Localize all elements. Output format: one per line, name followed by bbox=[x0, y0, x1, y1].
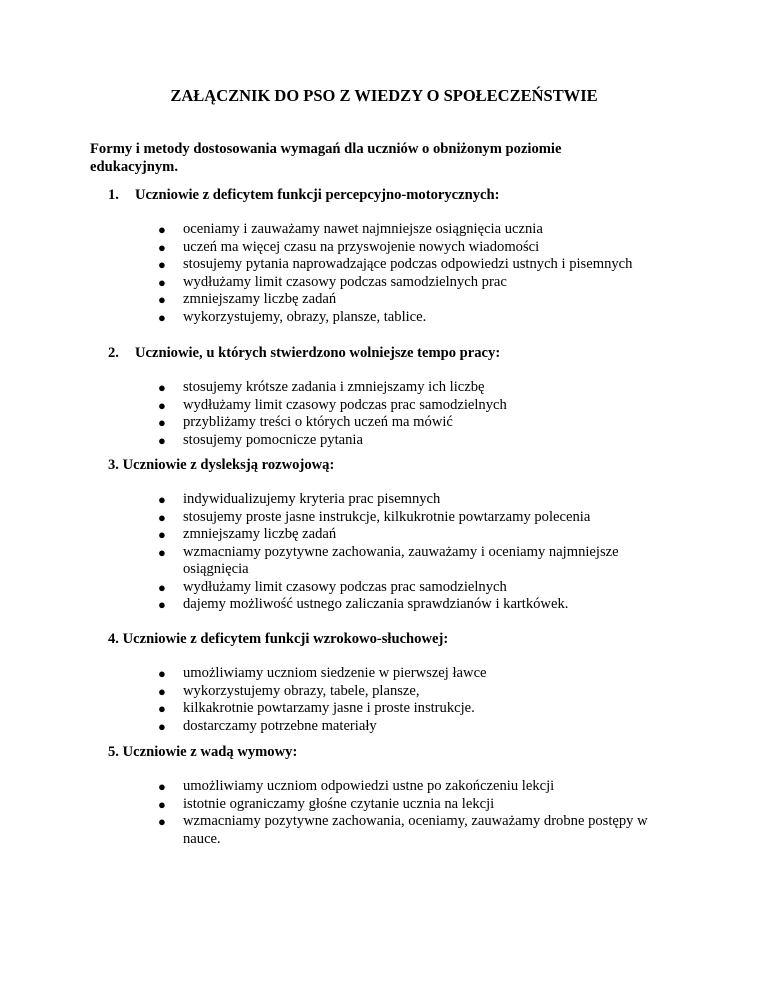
bullet-icon: ● bbox=[158, 292, 166, 307]
section-heading-text: Uczniowie, u których stwierdzono wolniejsze tempo pracy: bbox=[135, 345, 501, 361]
bullet-icon: ● bbox=[158, 380, 166, 395]
bullet-icon: ● bbox=[158, 527, 166, 542]
section-heading bbox=[108, 631, 448, 649]
list-item-text: zmniejszamy liczbę zadań bbox=[183, 291, 337, 307]
bullet-icon: ● bbox=[158, 239, 166, 255]
list-item-text: oceniamy i zauważamy nawet najmniejsze osiągnięcia ucznia bbox=[183, 221, 543, 237]
section-heading-text: Uczniowie z deficytem funkcji wzrokowo-słuchowej: bbox=[122, 631, 449, 647]
list-item-text: umożliwiamy uczniom siedzenie w pierwszej ławce bbox=[183, 665, 487, 681]
list-item-text: wydłużamy limit czasowy podczas prac samodzielnych bbox=[183, 396, 507, 413]
list-item bbox=[0, 509, 673, 527]
list-item bbox=[0, 397, 673, 415]
list-item-text: stosujemy pomocnicze pytania bbox=[183, 431, 363, 448]
bullet-icon: ● bbox=[158, 597, 166, 612]
bullet-icon: ● bbox=[158, 796, 166, 812]
list-item bbox=[0, 432, 673, 450]
section-number: 5. bbox=[108, 744, 119, 760]
list-item bbox=[0, 491, 673, 509]
list-item bbox=[0, 379, 673, 397]
list-item-text: wzmacniamy pozytywne zachowania, zauważamy i oceniamy najmniejsze osiągnięcia bbox=[183, 543, 619, 577]
list-item bbox=[0, 291, 673, 309]
section-number: 2. bbox=[108, 345, 119, 361]
list-item-text: uczeń ma więcej czasu na przyswojenie nowych wiadomości bbox=[183, 238, 540, 255]
section-heading-text: Uczniowie z deficytem funkcji percepcyjno-motorycznych: bbox=[135, 187, 500, 203]
list-item bbox=[0, 596, 673, 614]
list-item bbox=[0, 683, 673, 701]
bullet-icon: ● bbox=[158, 683, 166, 699]
section-heading bbox=[108, 457, 334, 475]
section-heading-text: Uczniowie z wadą wymowy: bbox=[122, 744, 298, 760]
list-item-text: wydłużamy limit czasowy podczas prac samodzielnych bbox=[183, 578, 507, 595]
bullet-icon: ● bbox=[158, 779, 166, 794]
list-item-text: przybliżamy treści o których uczeń ma mówić bbox=[183, 414, 453, 430]
section-number: 1. bbox=[108, 187, 119, 203]
bullet-icon: ● bbox=[158, 415, 166, 430]
bullet-list bbox=[0, 778, 768, 848]
list-item-text: indywidualizujemy kryteria prac pisemnych bbox=[183, 491, 441, 507]
list-item-text: zmniejszamy liczbę zadań bbox=[183, 526, 337, 542]
list-item-text: wykorzystujemy obrazy, tabele, plansze, bbox=[183, 682, 420, 699]
list-item-text: stosujemy krótsze zadania i zmniejszamy ich liczbę bbox=[183, 379, 485, 395]
list-item bbox=[0, 700, 673, 718]
bullet-icon: ● bbox=[158, 509, 166, 525]
list-item-text: wzmacniamy pozytywne zachowania, oceniamy, zauważamy drobne postępy w nauce. bbox=[183, 813, 648, 847]
list-item bbox=[0, 256, 673, 274]
list-item bbox=[0, 796, 673, 814]
bullet-icon: ● bbox=[158, 814, 166, 829]
bullet-icon: ● bbox=[158, 579, 166, 595]
bullet-icon: ● bbox=[158, 666, 166, 681]
section-number: 4. bbox=[108, 631, 119, 647]
list-item-text: kilkakrotnie powtarzamy jasne i proste instrukcje. bbox=[183, 700, 475, 716]
bullet-list bbox=[0, 491, 768, 614]
bullet-icon: ● bbox=[158, 257, 166, 272]
list-item bbox=[0, 778, 673, 796]
list-item bbox=[0, 813, 673, 848]
section-number: 3. bbox=[108, 457, 119, 473]
bullet-list bbox=[0, 221, 768, 326]
list-item-text: wykorzystujemy, obrazy, plansze, tablice. bbox=[183, 308, 427, 325]
list-item bbox=[0, 718, 673, 736]
bullet-icon: ● bbox=[158, 397, 166, 413]
list-item bbox=[0, 579, 673, 597]
bullet-icon: ● bbox=[158, 718, 166, 734]
list-item-text: umożliwiamy uczniom odpowiedzi ustne po zakończeniu lekcji bbox=[183, 778, 555, 794]
document-title: ZAŁĄCZNIK DO PSO Z WIEDZY O SPOŁECZEŃSTWIE bbox=[170, 86, 598, 105]
section-heading bbox=[108, 187, 499, 205]
list-item-text: wydłużamy limit czasowy podczas samodzielnych prac bbox=[183, 273, 507, 290]
list-item bbox=[0, 526, 673, 544]
list-item-text: stosujemy proste jasne instrukcje, kilkukrotnie powtarzamy polecenia bbox=[183, 508, 591, 525]
bullet-icon: ● bbox=[158, 432, 166, 448]
list-item bbox=[0, 239, 673, 257]
bullet-icon: ● bbox=[158, 701, 166, 716]
bullet-icon: ● bbox=[158, 309, 166, 325]
bullet-list bbox=[0, 665, 768, 735]
bullet-icon: ● bbox=[158, 544, 166, 560]
list-item bbox=[0, 221, 673, 239]
list-item bbox=[0, 544, 673, 579]
list-item-text: dajemy możliwość ustnego zaliczania sprawdzianów i kartkówek. bbox=[183, 596, 569, 612]
list-item bbox=[0, 414, 673, 432]
bullet-icon: ● bbox=[158, 492, 166, 507]
list-item bbox=[0, 665, 673, 683]
list-item-text: stosujemy pytania naprowadzające podczas odpowiedzi ustnych i pisemnych bbox=[183, 256, 633, 272]
list-item-text: dostarczamy potrzebne materiały bbox=[183, 717, 377, 734]
section-heading bbox=[108, 744, 297, 762]
bullet-icon: ● bbox=[158, 274, 166, 290]
section-heading bbox=[108, 345, 500, 363]
list-item-text: istotnie ograniczamy głośne czytanie ucznia na lekcji bbox=[183, 795, 495, 812]
bullet-list bbox=[0, 379, 768, 449]
intro-paragraph: Formy i metody dostosowania wymagań dla uczniów o obniżonym poziomie edukacyjnym. bbox=[90, 141, 562, 175]
section-heading-text: Uczniowie z dysleksją rozwojową: bbox=[122, 457, 335, 473]
list-item bbox=[0, 309, 673, 327]
list-item bbox=[0, 274, 673, 292]
bullet-icon: ● bbox=[158, 222, 166, 237]
